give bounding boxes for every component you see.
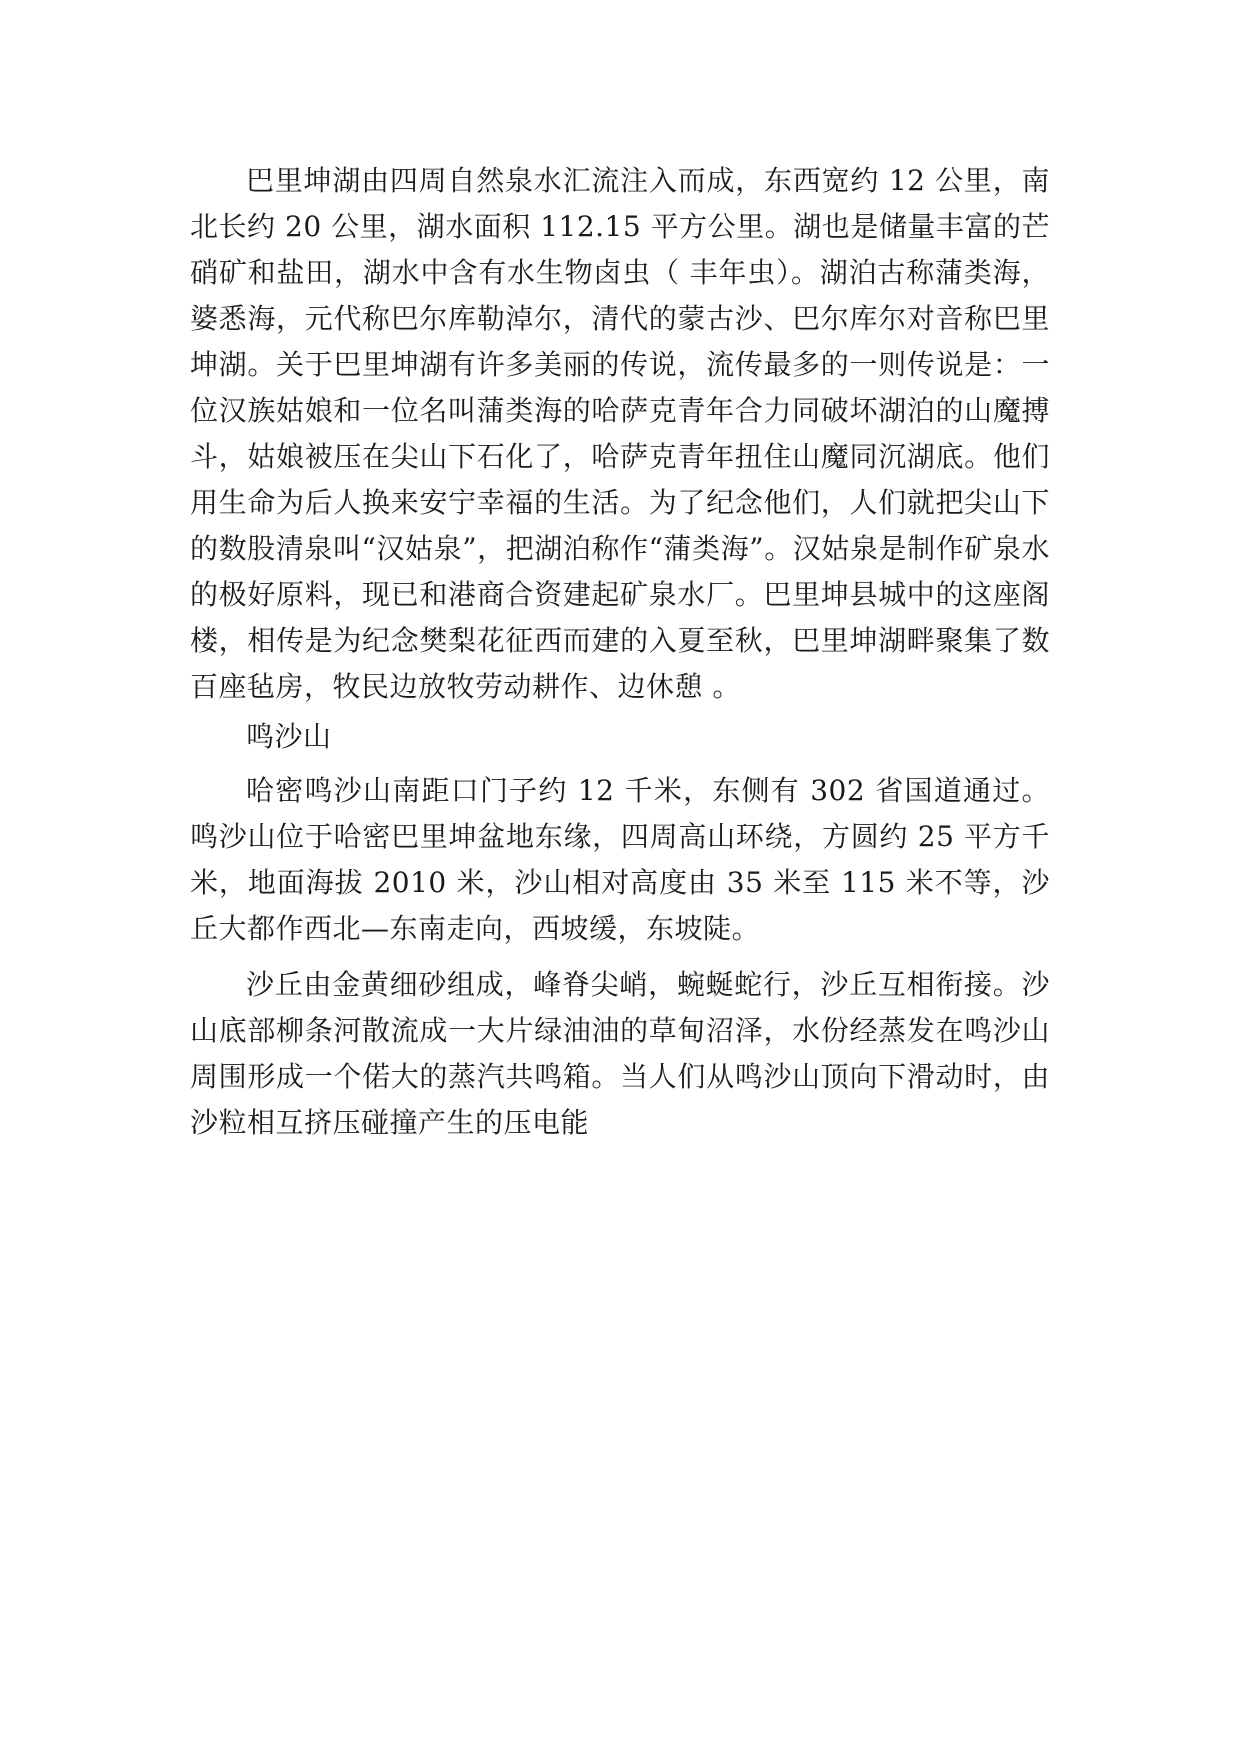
section-heading-singing-sand-mountain: 鸣沙山 [246, 720, 332, 753]
paragraph-sand-dunes: 沙丘由金黄细砂组成，峰脊尖峭，蜿蜒蛇行，沙丘互相衔接。沙山底部柳条河散流成一大片绿油油的草甸沼泽，水份经蒸发在鸣沙山周围形成一个偌大的蒸汽共鸣箱。当人们从鸣沙山顶向下滑动时，由沙粒相互挤压碰撞产生的压电能 [190, 968, 1050, 1139]
paragraph-singing-sand-location: 哈密鸣沙山南距口门子约 12 千米，东侧有 302 省国道通过。鸣沙山位于哈密巴里坤盆地东缘，四周高山环绕，方圆约 25 平方千米，地面海拔 2010 米，沙山相对高度由 35 米至 115 米不等，沙丘大都作西北—东南走向，西坡缓，东坡陡。 [190, 774, 1050, 945]
paragraph-barkol-lake: 巴里坤湖由四周自然泉水汇流注入而成，东西宽约 12 公里，南北长约 20 公里，湖水面积 112.15 平方公里。湖也是储量丰富的芒硝矿和盐田，湖水中含有水生物卤虫（ 丰年虫）。湖泊古称蒲类海，婆悉海，元代称巴尔库勒淖尔，清代的蒙古沙、巴尔库尔对音称巴里坤湖。关于巴里坤湖有许多美丽的传说，流传最多的一则传说是：一位汉族姑娘和一位名叫蒲类海的哈萨克青年合力同破坏湖泊的山魔搏斗，姑娘被压在尖山下石化了，哈萨克青年扭住山魔同沉湖底。他们用生命为后人换来安宁幸福的生活。为了纪念他们，人们就把尖山下的数股清泉叫“汉姑泉”，把湖泊称作“蒲类海”。汉姑泉是制作矿泉水的极好原料，现已和港商合资建起矿泉水厂。巴里坤县城中的这座阁楼，相传是为纪念樊梨花征西而建的入夏至秋，巴里坤湖畔聚集了数百座毡房，牧民边放牧劳动耕作、边休憩 。 [190, 164, 1050, 703]
document-body [190, 158, 1050, 1146]
